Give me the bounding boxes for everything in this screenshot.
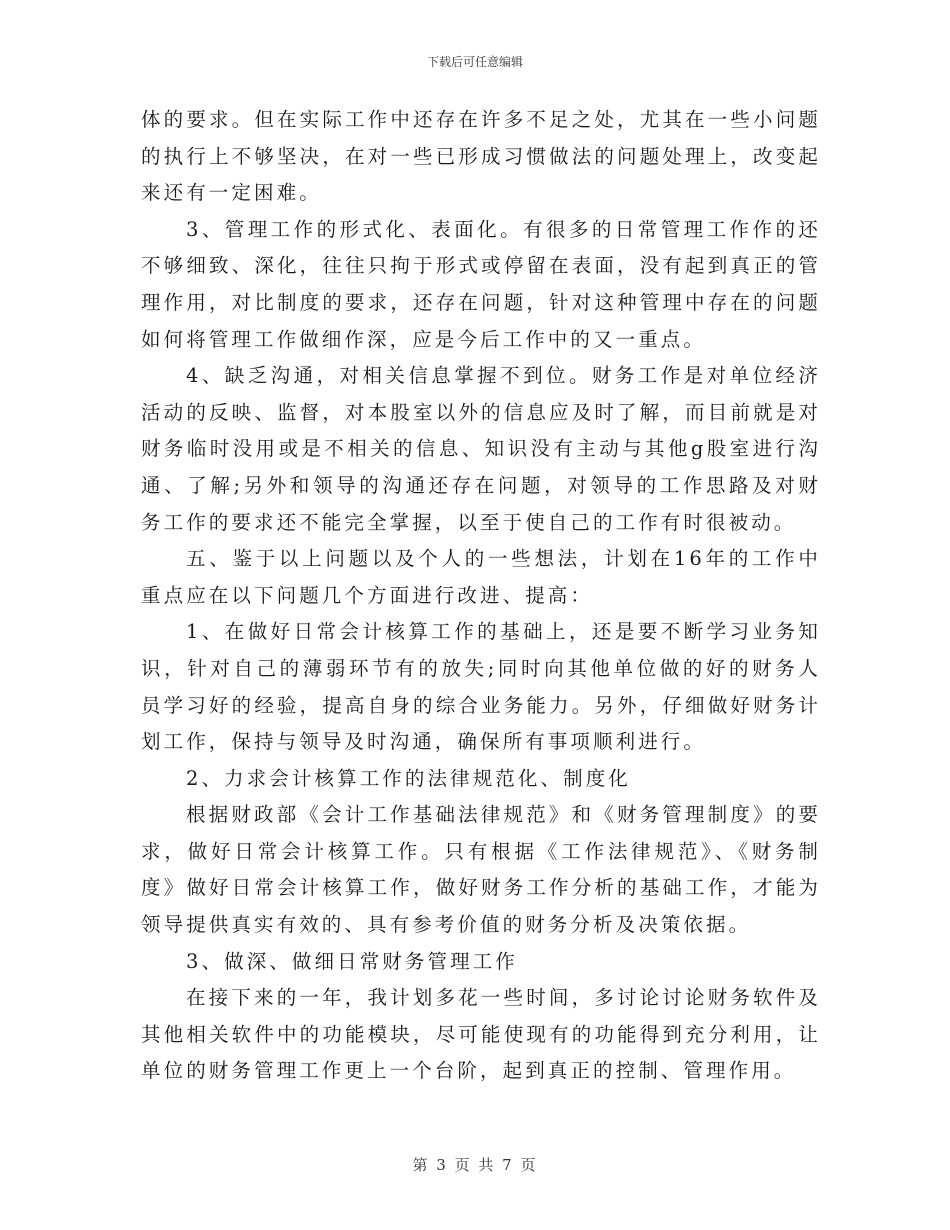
page-header: 下载后可任意编辑: [426, 55, 523, 69]
paragraph-8: 3、做深、做细日常财务管理工作: [186, 949, 518, 973]
paragraph-6: 2、力求会计核算工作的法律规范化、制度化: [186, 766, 631, 790]
paragraph-5: 1、在做好日常会计核算工作的基础上，还是要不断学习业务知识，针对自己的薄弱环节有的放失;同时向其他单位做的好的财务人员学习好的经验，提高自身的综合业务能力。另外，仔细做好财务计划工作，保持与领导及时沟通，确保所有事项顺利进行。: [141, 620, 821, 754]
paragraph-9: 在接下来的一年，我计划多花一些时间，多讨论讨论财务软件及其他相关软件中的功能模块，尽可能使现有的功能得到充分利用，让单位的财务管理工作更上一个台阶，起到真正的控制、管理作用。: [141, 986, 821, 1083]
paragraph-4: 五、鉴于以上问题以及个人的一些想法，计划在16年的工作中重点应在以下问题几个方面进行改进、提高：: [141, 547, 821, 607]
paragraph-3: 4、缺乏沟通，对相关信息掌握不到位。财务工作是对单位经济活动的反映、监督，对本股室以外的信息应及时了解，而目前就是对财务临时没用或是不相关的信息、知识没有主动与其他g股室进行沟通、了解;另外和领导的沟通还存在问题，对领导的工作思路及对财务工作的要求还不能完全掌握，以至于使自己的工作有时很被动。: [141, 364, 821, 534]
paragraph-7: 根据财政部《会计工作基础法律规范》和《财务管理制度》的要求，做好日常会计核算工作。只有根据《工作法律规范》、《财务制度》做好日常会计核算工作，做好财务工作分析的基础工作，才能为领导提供真实有效的、具有参考价值的财务分析及决策依据。: [141, 803, 821, 937]
page-footer: 第 3 页 共 7 页: [412, 1156, 538, 1174]
document-body: [141, 102, 821, 1090]
paragraph-2: 3、管理工作的形式化、表面化。有很多的日常管理工作作的还不够细致、深化，往往只拘于形式或停留在表面，没有起到真正的管理作用，对比制度的要求，还存在问题，针对这种管理中存在的问题如何将管理工作做细作深，应是今后工作中的又一重点。: [141, 217, 821, 351]
paragraph-1: 体的要求。但在实际工作中还存在许多不足之处，尤其在一些小问题的执行上不够坚决，在对一些已形成习惯做法的问题处理上，改变起来还有一定困难。: [141, 108, 821, 205]
